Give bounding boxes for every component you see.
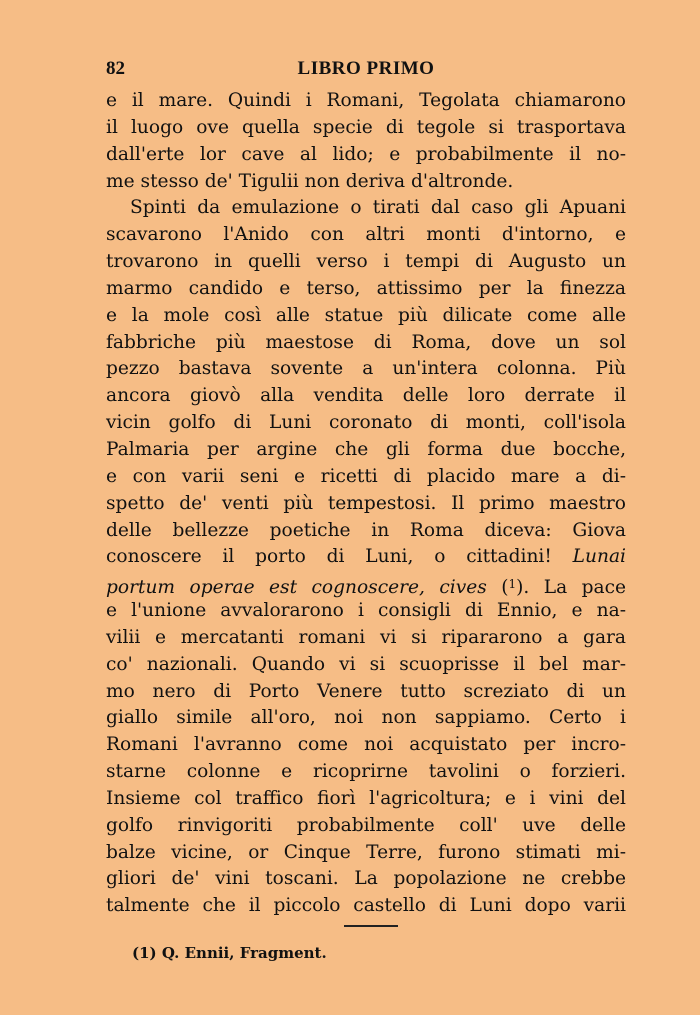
text-line-1: e il mare. Quindi i Romani, Tegolata chiamarono	[106, 90, 626, 111]
text-line-12: ancora giovò alla vendita delle loro derrate il	[106, 385, 626, 407]
text-line-22: co' nazionali. Quando vi si scuoprisse il bel mar-	[106, 653, 626, 675]
text-line-7: trovarono in quelli verso i tempi di Augusto un	[106, 251, 626, 273]
text-line-15: e con varii seni e ricetti di placido mare a di-	[106, 465, 626, 487]
text-line-31: talmente che il piccolo castello di Luni dopo varii	[106, 895, 626, 917]
text-line-16: spetto de' venti più tempestosi. Il primo maestro	[106, 492, 626, 514]
quote-latin: portum operae est cognoscere, cives	[106, 577, 487, 599]
text-line-11: pezzo bastava sovente a un'intera colonna. Più	[106, 358, 626, 380]
text-line-17: delle bellezze poetiche in Roma diceva: Giova	[106, 519, 626, 541]
text-line-19	[106, 571, 626, 598]
footnote-open-paren: (	[486, 577, 509, 599]
quote-lunai: Lunai	[572, 546, 626, 568]
footnote: (1) Q. Ennii, Fragment.	[132, 944, 327, 962]
text-line-6: scavarono l'Anido con altri monti d'intorno, e	[106, 224, 626, 246]
running-head: LIBRO PRIMO	[297, 58, 435, 79]
text-line-30: gliori de' vini toscani. La popolazione ne crebbe	[106, 868, 626, 890]
text-line-25: Romani l'avranno come noi acquistato per incro-	[106, 734, 626, 756]
text-line-29: balze vicine, or Cinque Terre, furono stimati mi-	[106, 841, 626, 863]
text-line-9: e la mole così alle statue più dilicate come alle	[106, 304, 626, 326]
text-line-28: golfo rinvigoriti probabilmente coll' uve delle	[106, 814, 626, 836]
text-line-8: marmo candido e terso, attissimo per la finezza	[106, 277, 626, 299]
page-number: 82	[106, 58, 125, 79]
text-line-14: Palmaria per argine che gli forma due bocche,	[106, 438, 626, 460]
text-line-5: Spinti da emulazione o tirati dal caso gli Apuani	[130, 197, 626, 219]
text-line-20: e l'unione avvalorarono i consigli di Ennio, e na-	[106, 600, 626, 622]
text-line-18	[106, 544, 626, 571]
text-line-10: fabbriche più maestose di Roma, dove un sol	[106, 331, 626, 353]
page-header	[106, 58, 626, 84]
text-line-13: vicin golfo di Luni coronato di monti, coll'isola	[106, 412, 626, 434]
body-text	[106, 88, 626, 920]
text-line-2: il luogo ove quella specie di tegole si trasportava	[106, 116, 626, 138]
footnote-reference[interactable]: 1	[508, 577, 517, 592]
text-line-24: giallo simile all'oro, noi non sappiamo. Certo i	[106, 707, 626, 729]
text-line-21: vilii e mercatanti romani vi si ripararono a gara	[106, 626, 626, 648]
footnote-separator	[344, 925, 398, 927]
text-line-4: me stesso de' Tigulii non deriva d'altronde.	[106, 170, 514, 192]
quote-line-rest: ). La pace	[516, 577, 627, 599]
text-line-3: dall'erte lor cave al lido; e probabilmente il no-	[106, 143, 626, 165]
text-line-27: Insieme col traffico fiorì l'agricoltura; e i vini del	[106, 787, 626, 809]
text-line-23: mo nero di Porto Venere tutto screziato di un	[106, 680, 626, 702]
text-line-18-roman: conoscere il porto di Luni, o cittadini!	[106, 546, 573, 568]
text-line-26: starne colonne e ricoprirne tavolini o forzieri.	[106, 761, 626, 783]
